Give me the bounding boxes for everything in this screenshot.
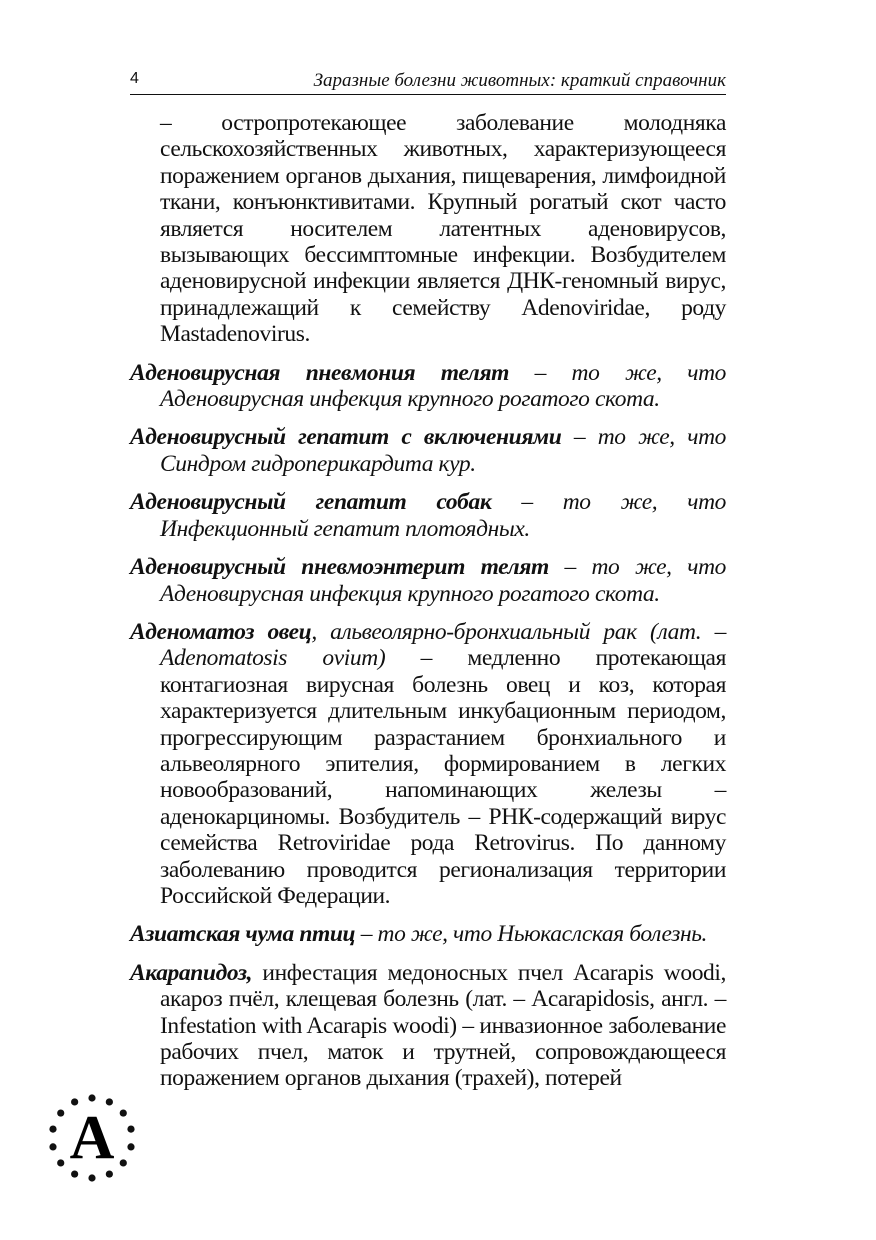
entry-acarapidosis [130, 960, 726, 1092]
entry-term: Аденовирусная пневмония телят [130, 359, 510, 386]
entry-reference: – то же, что Аденовирусная инфекция крупного рогатого скота. [160, 554, 726, 607]
entry-reference: – то же, что Синдром гидроперикардита кур. [160, 424, 726, 477]
entry-synonym: , альвеолярно-бронхиальный рак (лат. – Adenomatosis ovium) [160, 618, 726, 672]
page-header [130, 66, 726, 95]
section-letter-emblem [44, 1090, 140, 1186]
dictionary-content [130, 110, 726, 1104]
entry-adenovirus-pneumonia-calves [130, 360, 726, 413]
entry-term: Аденовирусный пневмоэнтерит телят [130, 554, 549, 581]
ring-dot [120, 1109, 127, 1116]
entry-term: Акарапидоз, [130, 959, 253, 986]
page-number: 4 [130, 70, 139, 87]
ring-dot [57, 1109, 64, 1116]
continued-entry-text: – остропротекающее заболевание молодняка сельскохозяйственных животных, характеризующееся поражением органов дыхания, пищеварения, лимфоидной ткани, конъюнктивитами. Крупный рогатый скот часто является носителем латентных аденовирусов, вызывающих бессимптомные инфекции. Возбудителем аденовирусной инфекции является ДНК-геномный вирус, принадлежащий к семейству Adenoviridae, роду Mastadenovirus. [160, 110, 726, 348]
ring-dot [127, 1126, 134, 1133]
section-letter: А [69, 1104, 115, 1172]
entry-term: Аденоматоз овец [130, 618, 312, 645]
entry-term: Аденовирусный гепатит с включениями [130, 424, 562, 451]
entry-asian-fowl-plague [130, 921, 726, 947]
entry-adenomatosis-sheep [130, 619, 726, 909]
ring-dot [49, 1126, 56, 1133]
entry-term: Аденовирусный гепатит собак [130, 489, 492, 516]
ring-dot [127, 1143, 134, 1150]
ring-dot [120, 1159, 127, 1166]
ring-dot [49, 1143, 56, 1150]
entry-adenovirus-hepatitis-dogs [130, 489, 726, 542]
entry-reference: – то же, что Аденовирусная инфекция крупного рогатого скота. [160, 359, 727, 413]
entry-definition: – медленно протекающая контагиозная вирусная болезнь овец и коз, которая характеризуется длительным инкубационным периодом, прогрессирующим разрастанием бронхиального и альвеолярного эпителия, формированием в легких новообразований, напоминающих железы – аденокарциномы. Возбудитель – РНК-содержащий вирус семейства Retroviridae рода Retrovirus. По данному заболеванию проводится регионализация территории Российской Федерации. [160, 645, 726, 909]
entry-adenovirus-pneumoenteritis-calves [130, 554, 726, 607]
entry-term: Азиатская чума птиц [130, 921, 356, 948]
ring-dot [88, 1094, 95, 1101]
continued-entry [130, 110, 726, 348]
ring-dot [57, 1159, 64, 1166]
ring-dot [88, 1174, 95, 1181]
entry-reference: – то же, что Инфекционный гепатит плотоядных. [160, 489, 726, 542]
running-title: Заразные болезни животных: краткий справочник [313, 70, 726, 91]
entry-adenovirus-hepatitis-inclusions [130, 424, 726, 477]
entry-definition: инфестация медоносных пчел Acarapis woodi, акароз пчёл, клещевая болезнь (лат. – Acarapidosis, англ. – Infestation with Acarapis woodi) – инвазионное заболевание рабочих пчел, маток и трутней, сопровождающееся поражением органов дыхания (трахей), потерей [160, 959, 726, 1092]
entry-reference: – то же, что Ньюкаслская болезнь. [355, 921, 708, 948]
